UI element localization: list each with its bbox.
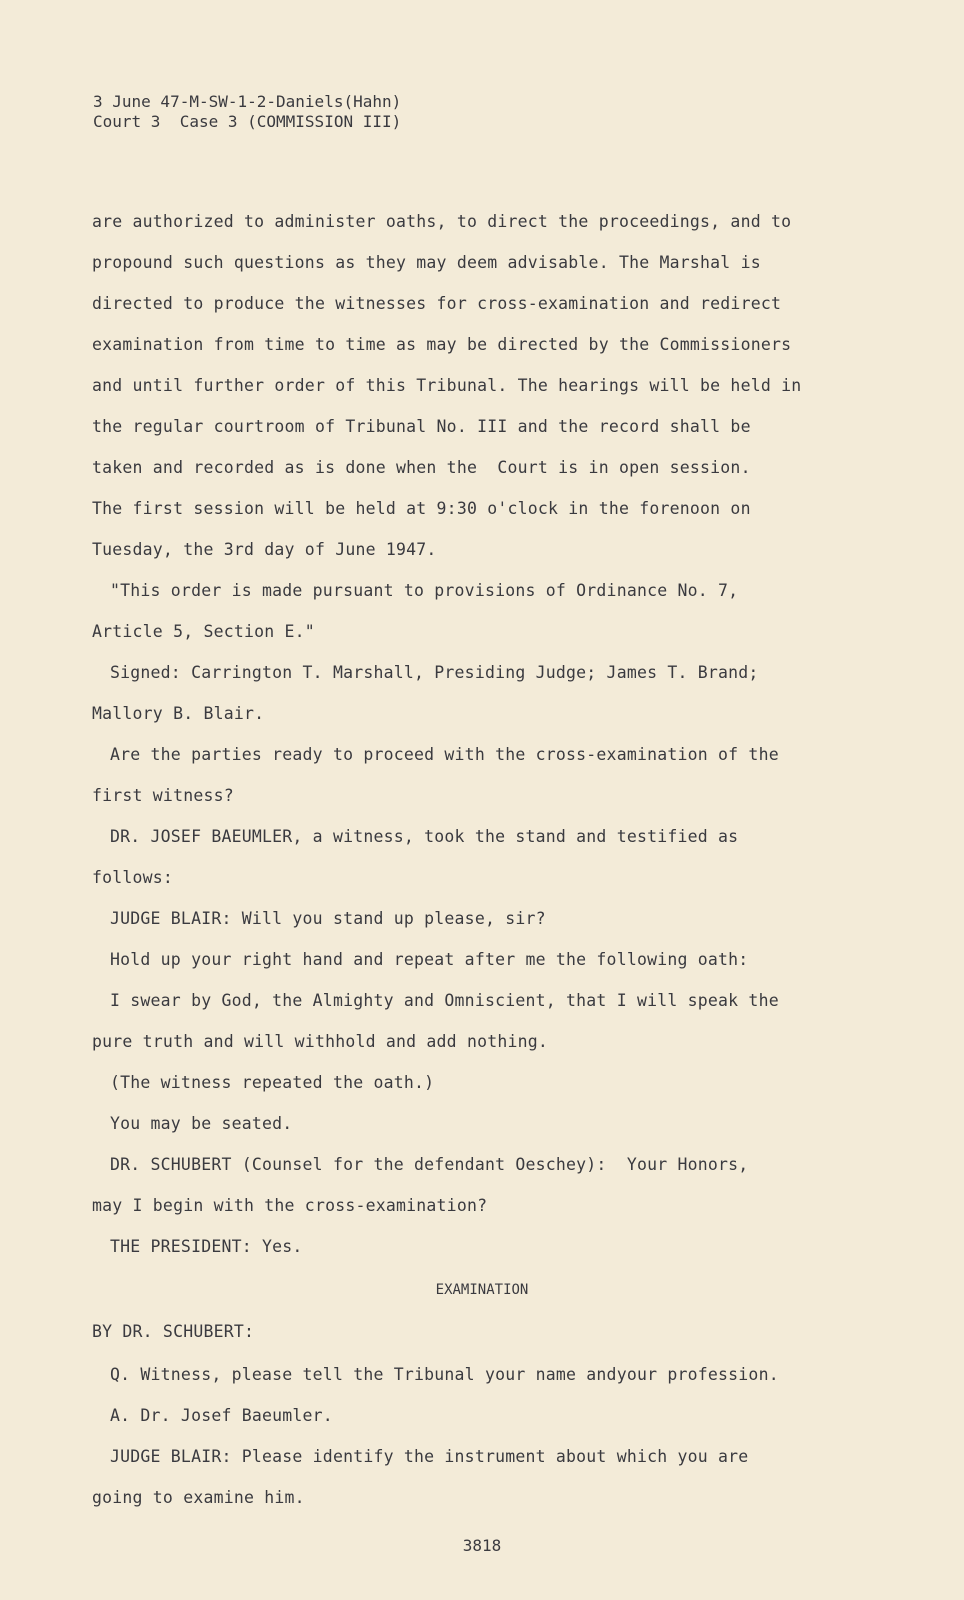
transcript-line: going to examine him. bbox=[92, 1488, 305, 1507]
transcript-line: are authorized to administer oaths, to direct the proceedings, and to bbox=[92, 212, 792, 231]
transcript-line: I swear by God, the Almighty and Omniscient, that I will speak the bbox=[110, 991, 779, 1010]
transcript-line: THE PRESIDENT: Yes. bbox=[110, 1237, 303, 1256]
transcript-line: BY DR. SCHUBERT: bbox=[92, 1322, 255, 1341]
transcript-line: directed to produce the witnesses for cross-examination and redirect bbox=[92, 294, 782, 313]
transcript-line: and until further order of this Tribunal. The hearings will be held in bbox=[92, 376, 802, 395]
transcript-line: may I begin with the cross-examination? bbox=[92, 1196, 488, 1215]
transcript-line: Q. Witness, please tell the Tribunal your name andyour profession. bbox=[110, 1365, 779, 1384]
transcript-line: Signed: Carrington T. Marshall, Presiding Judge; James T. Brand; bbox=[110, 663, 759, 682]
transcript-line: examination from time to time as may be directed by the Commissioners bbox=[92, 335, 792, 354]
transcript-line: Article 5, Section E." bbox=[92, 622, 315, 641]
transcript-line: pure truth and will withhold and add nothing. bbox=[92, 1032, 549, 1051]
transcript-line: DR. JOSEF BAEUMLER, a witness, took the stand and testified as bbox=[110, 827, 739, 846]
transcript-line: the regular courtroom of Tribunal No. III and the record shall be bbox=[92, 417, 751, 436]
transcript-line: Are the parties ready to proceed with the cross-examination of the bbox=[110, 745, 779, 764]
transcript-line: A. Dr. Josef Baeumler. bbox=[110, 1406, 333, 1425]
transcript-line: JUDGE BLAIR: Will you stand up please, sir? bbox=[110, 909, 546, 928]
transcript-line: taken and recorded as is done when the Court is in open session. bbox=[92, 458, 751, 477]
header-line-1: 3 June 47-M-SW-1-2-Daniels(Hahn) bbox=[93, 92, 402, 111]
transcript-line: "This order is made pursuant to provisions of Ordinance No. 7, bbox=[110, 581, 739, 600]
transcript-line: propound such questions as they may deem advisable. The Marshal is bbox=[92, 253, 761, 272]
transcript-line: DR. SCHUBERT (Counsel for the defendant Oeschey): Your Honors, bbox=[110, 1155, 749, 1174]
transcript-line: Hold up your right hand and repeat after me the following oath: bbox=[110, 950, 749, 969]
page-number: 3818 bbox=[462, 1536, 502, 1555]
transcript-line: You may be seated. bbox=[110, 1114, 293, 1133]
document-header bbox=[93, 92, 401, 132]
header-line-2: Court 3 Case 3 (COMMISSION III) bbox=[93, 112, 402, 131]
transcript-line: follows: bbox=[92, 868, 174, 887]
transcript-line: Tuesday, the 3rd day of June 1947. bbox=[92, 540, 437, 559]
transcript-line: (The witness repeated the oath.) bbox=[110, 1073, 435, 1092]
transcript-line: first witness? bbox=[92, 786, 234, 805]
transcript-line: JUDGE BLAIR: Please identify the instrument about which you are bbox=[110, 1447, 749, 1466]
section-heading: EXAMINATION bbox=[435, 1282, 529, 1298]
transcript-line: Mallory B. Blair. bbox=[92, 704, 265, 723]
transcript-line: The first session will be held at 9:30 o'clock in the forenoon on bbox=[92, 499, 751, 518]
